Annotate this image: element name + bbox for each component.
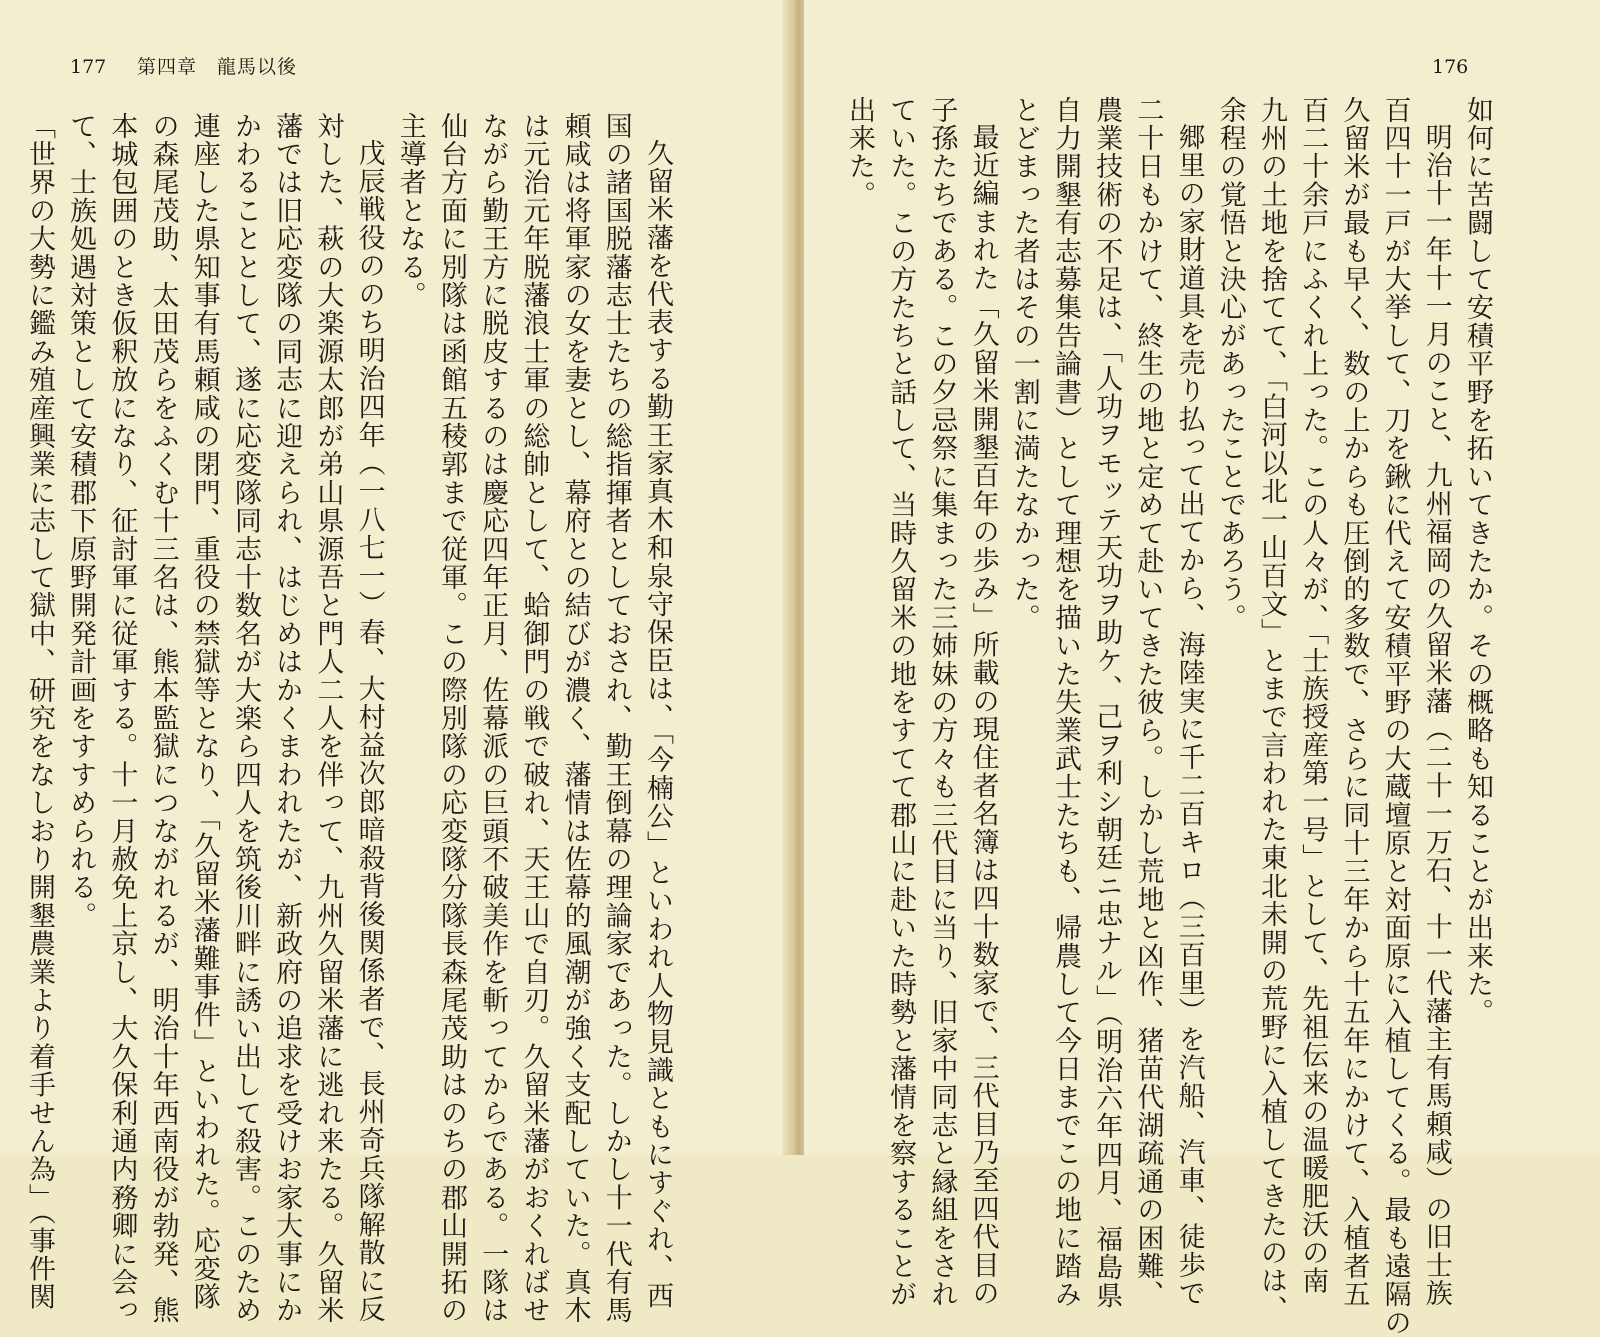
- text-line: 百四十一戸が大挙して、刀を鍬に代えて安積平野の大蔵壇原と対面原に入植してくる。最も遠隔の: [1379, 96, 1411, 1337]
- text-line: は元治元年脱藩浪士軍の総帥として、蛤御門の戦で破れ、天王山で自刃。久留米藩がおくればせ: [518, 112, 550, 1325]
- text-line: 最近編まれた「久留米開墾百年の歩み」所載の現住者名簿は四十数家で、三代目乃至四代目の: [967, 123, 999, 1308]
- text-line: 子孫たちである。この夕忌祭に集まった三姉妹の方々も三代目に当り、旧家中同志と縁組をされ: [926, 96, 958, 1309]
- text-line: 国の諸国脱藩志士たちの総指揮者としておされ、勤王倒幕の理論家であった。しかし十一代有馬: [600, 112, 632, 1325]
- right-page: [804, 0, 1600, 1337]
- text-line: 農業技術の不足は、「人功ヲモッテ天功ヲ助ケ、己ヲ利シ朝廷ニ忠ナル」（明治六年四月、福島県: [1091, 96, 1123, 1310]
- text-line: 戊辰戦役ののち明治四年（一八七一）春、大村益次郎暗殺背後関係者で、長州奇兵隊解散に反: [353, 139, 385, 1324]
- text-line: 二十日もかけて、終生の地と定めて赴いてきた彼ら。しかし荒地と凶作、猪苗代湖疏通の困難、: [1132, 96, 1164, 1309]
- right-body-text: [838, 96, 1498, 1337]
- text-line: 九州の土地を捨てて、「白河以北一山百文」とまで言われた東北未開の荒野に入植してきたのは、: [1255, 96, 1287, 1324]
- text-line: ていた。この方たちと話して、当時久留米の地をすてて郡山に赴いた時勢と藩情を察することが: [885, 96, 917, 1309]
- text-line: て、士族処遇対策として安積郡下原野開発計画をすすめられる。: [65, 112, 97, 930]
- right-page-number: 176: [1432, 56, 1469, 78]
- text-line: かわることとして、遂に応変隊同志十数名が大楽ら四人を筑後川畔に誘い出して殺害。このため: [229, 112, 261, 1325]
- text-line: 本城包囲のとき仮釈放になり、征討軍に従軍する。十一月赦免上京し、大久保利通内務卿に会っ: [106, 112, 138, 1325]
- left-page: [0, 0, 790, 1325]
- left-page-number: 177: [70, 56, 107, 78]
- text-line: 余程の覚悟と決心があったことであろう。: [1214, 96, 1246, 632]
- text-line: 出来た。: [843, 96, 875, 209]
- running-head: 第四章 龍馬以後: [137, 56, 298, 78]
- text-line: 自力開墾有志募集告論書）として理想を描いた失業武士たちも、帰農して今日までこの地に踏み: [1049, 96, 1081, 1309]
- text-line: 如何に苦闘して安積平野を拓いてきたか。その概略も知ることが出来た。: [1462, 96, 1493, 1027]
- text-line: 久留米が最も早く、数の上からも圧倒的多数で、さらに同十三年から十五年にかけて、入植者五: [1338, 96, 1370, 1309]
- text-line: とどまった者はその一割に満たなかった。: [1008, 96, 1040, 632]
- text-line: 仙台方面に別隊は函館五稜郭まで従軍。この際別隊の応変隊分隊長森尾茂助はのちの郡山開拓の: [435, 112, 467, 1325]
- left-body-text: [23, 112, 678, 1325]
- text-line: 主導者となる。: [394, 112, 426, 310]
- text-line: 藩では旧応変隊の同志に迎えられ、はじめはかくまわれたが、新政府の追求を受けお家大事にか: [271, 112, 303, 1325]
- text-line: 明治十一年十一月のこと、九州福岡の久留米藩（二十一万石、十一代藩主有馬頼咸）の旧士族: [1420, 123, 1452, 1308]
- text-line: 頼咸は将軍家の女を妻とし、幕府との結びが濃く、藩情は佐幕的風潮が強く支配していた。真木: [559, 112, 591, 1325]
- text-line: 久留米藩を代表する勤王家真木和泉守保臣は、「今楠公」といわれ人物見識ともにすぐれ、西: [642, 139, 673, 1310]
- text-line: 百二十余戸にふくれ上った。この人々が、「士族授産第一号」として、先祖伝来の温暖肥沃の南: [1297, 96, 1329, 1296]
- text-line: の森尾茂助、太田茂らをふくむ十三名は、熊本監獄につながれるが、明治十年西南役が勃発、熊: [147, 112, 179, 1325]
- text-line: 郷里の家財道具を売り払って出てから、海陸実に千二百キロ（三百里）を汽船、汽車、徒歩で: [1173, 123, 1205, 1308]
- text-line: 対した、萩の大楽源太郎が弟山県源吾と門人二人を伴って、九州久留米藩に逃れ来たる。久留米: [312, 112, 344, 1325]
- text-line: 「世界の大勢に鑑み殖産興業に志して獄中、研究をなしおり開墾農業より着手せん為」（事件関: [23, 112, 55, 1312]
- text-line: 連座した県知事有馬頼咸の閉門、重役の禁獄等となり、「久留米藩難事件」といわれた。応変隊: [188, 112, 220, 1312]
- text-line: ながら勤王方に脱皮するのは慶応四年正月、佐幕派の巨頭不破美作を斬ってからである。一隊は: [477, 112, 509, 1325]
